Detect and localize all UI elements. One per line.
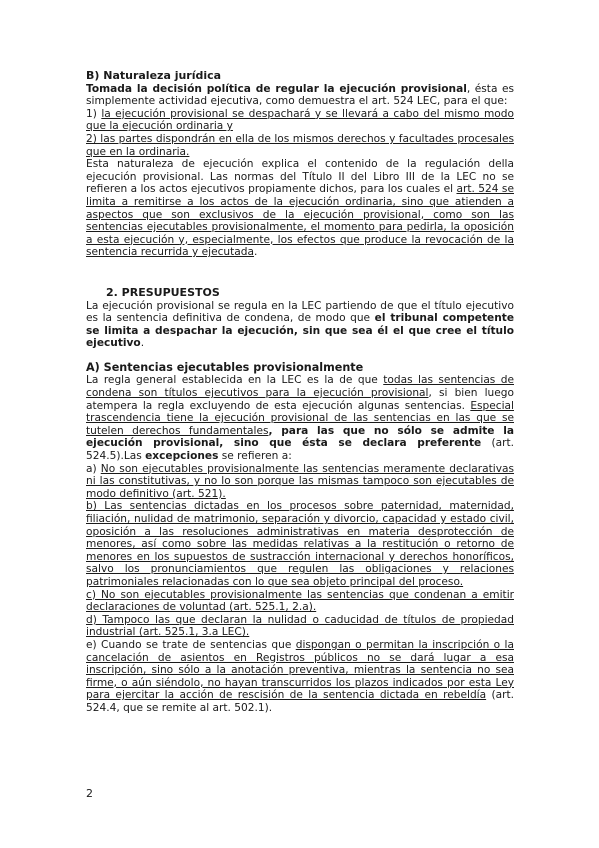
list-item-1 [86, 108, 514, 133]
naturaleza-underlined-text: art. 524 se limita a remitirse a los actos de la ejecución ordinaria, sino que atienden a aspectos que son exclusivos de la ejecución provisional, como son las sentencias ejecutables provisionalmente, el momento para pedirla, la oposición a esta ejecución y, especialmente, los efectos que produce la revocación de la sentencia recurrida y ejecutada [86, 183, 514, 259]
exception-a-text: No son ejecutables provisionalmente las sentencias meramente declarativas ni las constitutivas, y no lo son porque las mismas tampoco son ejecutables de modo definitivo (art. 521). [86, 462, 515, 500]
heading-naturaleza-juridica: B) Naturaleza jurídica [86, 69, 222, 82]
page-number: 2 [86, 787, 93, 800]
naturaleza-end-text: . [254, 246, 258, 259]
paragraph-naturaleza [86, 158, 514, 259]
exception-e-plain-2: (art. 524.4, que se remite al art. 502.1). [86, 689, 514, 714]
heading-presupuestos: 2. PRESUPUESTOS [106, 285, 220, 299]
exception-a [86, 463, 514, 501]
regla-bold-excepciones: excepciones [145, 450, 219, 463]
list-item-1-text: la ejecución provisional se despachará y se llevará a cabo del mismo modo que la ejecución ordinaria y [86, 107, 514, 133]
presupuestos-bold-text: el tribunal competente se limita a despachar la ejecución, sin que sea él el que cree el título ejecutivo [86, 312, 515, 350]
exception-e [86, 639, 514, 715]
exception-e-underlined: dispongan o permitan la inscripción o la cancelación de asientos en Registros públicos no se dará lugar a esa inscripción, sino sólo a la anotación preventiva, mientras la sentencia no sea firme, o aún siéndolo, no hayan transcurridos los plazos indicados por esta Ley para ejercitar la acción de rescisión de la sentencia dictada en rebeldía [86, 638, 514, 702]
exception-a-number: a) [86, 462, 101, 475]
paragraph-presupuestos [86, 300, 514, 350]
page-content [86, 70, 514, 715]
regla-underlined-2: Especial trascendencia tiene la ejecución provisional de las sentencias en las que se tutelen derechos fundamentales [86, 399, 514, 437]
regla-plain-4: se refieren a: [218, 450, 292, 463]
list-item-1-number: 1) [86, 107, 102, 120]
regla-plain-2: , si bien luego atempera la regla excluyendo de esta ejecución algunas sentencias. [86, 387, 514, 412]
presupuestos-plain-text: La ejecución provisional se regula en la LEC partiendo de que el título ejecutivo es la sentencia definitiva de condena, de modo que [86, 299, 514, 325]
regla-underlined-1: todas las sentencias de condena son títulos ejecutivos para la ejecución provisional [86, 374, 514, 400]
paragraph-regla-general [86, 374, 514, 462]
regla-bold: , para las que no sólo se admite la ejecución provisional, sino que ésta se declara preferente [86, 424, 514, 450]
exception-d: d) Tampoco las que declaran la nulidad o caducidad de títulos de propiedad industrial (art. 525.1, 3.a LEC). [86, 613, 514, 639]
naturaleza-plain-text: Esta naturaleza de ejecución explica el contenido de la regulación della ejecución provisional. Las normas del Título II del Libro III de la LEC no se refieren a los actos ejecutivos propiamente dichos, para los cuales el [86, 158, 514, 196]
exception-e-plain-1: e) Cuando se trate de sentencias que [86, 638, 296, 651]
intro-rest-text: , ésta es simplemente actividad ejecutiva, como demuestra el art. 524 LEC, para el que: [86, 82, 514, 108]
paragraph-intro [86, 83, 514, 108]
exception-c: c) No son ejecutables provisionalmente las sentencias que condenan a emitir declaraciones de voluntad (art. 525.1, 2.a). [86, 588, 514, 614]
intro-bold-text: Tomada la decisión política de regular la ejecución provisional [86, 82, 467, 95]
regla-plain-1: La regla general establecida en la LEC es la de que [86, 374, 384, 387]
exception-b: b) Las sentencias dictadas en los procesos sobre paternidad, maternidad, filiación, nulidad de matrimonio, separación y divorcio, capacidad y estado civil, oposición a las resoluciones administrativas en materia desprotección de menores, así como sobre las medidas relativas a la restitución o retorno de menores en los supuestos de sustracción internacional y derechos honoríficos, salvo los pronunciamientos que regulen las obligaciones y relaciones patrimoniales relacionadas con lo que sea objeto principal del proceso. [86, 500, 514, 588]
presupuestos-end-text: . [140, 337, 145, 350]
list-item-2: 2) las partes dispondrán en ella de los mismos derechos y facultades procesales que en la ordinaria. [86, 132, 514, 158]
heading-sentencias-ejecutables: A) Sentencias ejecutables provisionalmente [86, 360, 364, 374]
regla-plain-3: (art. 524.5).Las [86, 437, 514, 463]
